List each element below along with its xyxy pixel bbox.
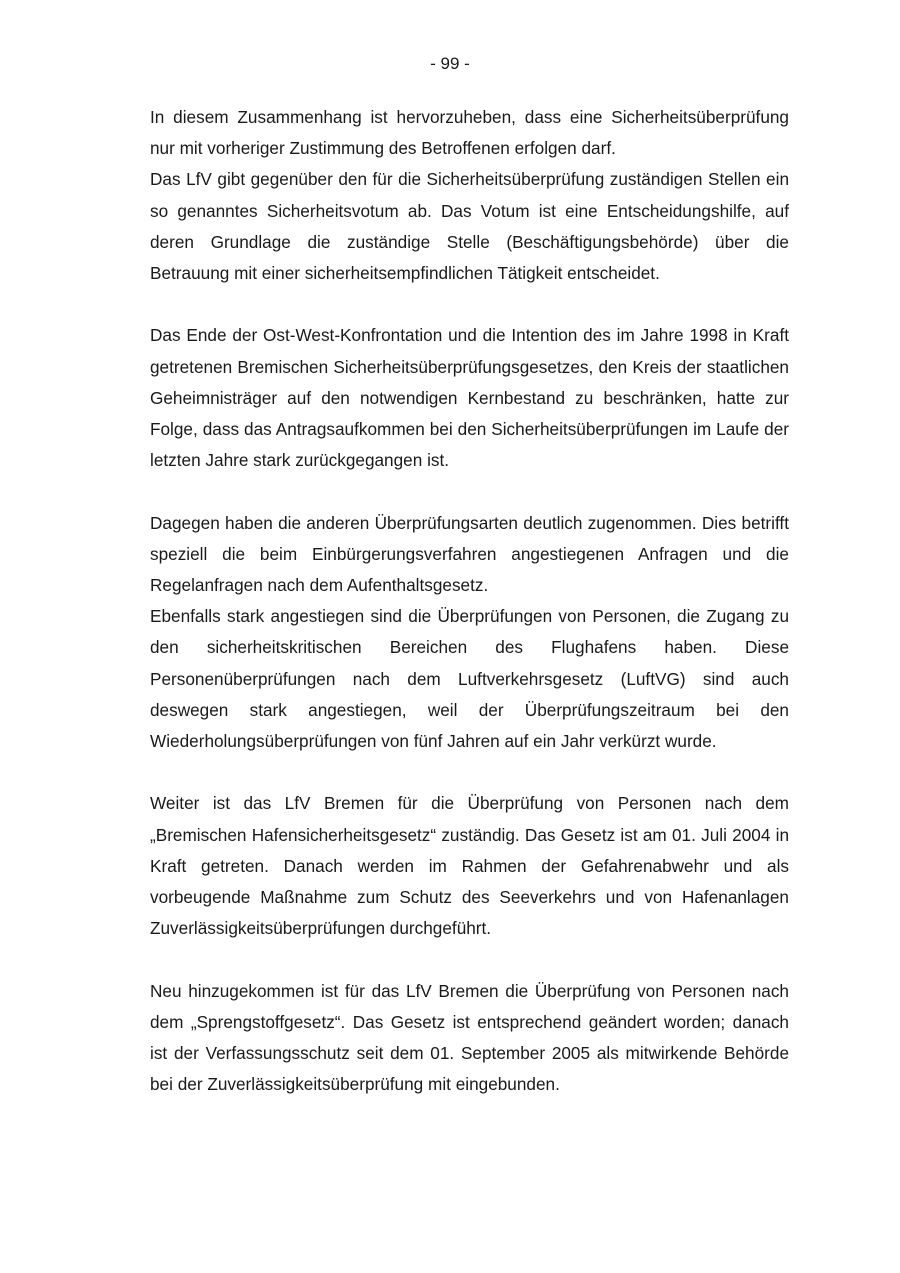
page-number: - 99 - (430, 54, 470, 73)
paragraph-decline-security-checks: Das Ende der Ost-West-Konfrontation und die Intention des im Jahre 1998 in Kraft getretenen Bremischen Sicherheitsüberprüfungsgesetzes, den Kreis der staatlichen Geheimnisträger auf den notwendigen Kernbestand zu beschränken, hatte zur Folge, dass das Antragsaufkommen bei den Sicherheitsüberprüfungen im Laufe der letzten Jahre stark zurückgegangen ist. (150, 325, 789, 471)
body-text (150, 102, 789, 1100)
paragraph-consent: In diesem Zusammenhang ist hervorzuheben, dass eine Sicherheitsüberprüfung nur mit vorheriger Zustimmung des Betroffenen erfolgen darf. (150, 107, 789, 159)
paragraph-port-security-law: Weiter ist das LfV Bremen für die Überprüfung von Personen nach dem „Bremischen Hafensicherheitsgesetz“ zuständig. Das Gesetz ist am 01. Juli 2004 in Kraft getreten. Danach werden im Rahmen der Gefahrenabwehr und als vorbeugende Maßnahme zum Schutz des Seeverkehrs und von Hafenanlagen Zuverlässigkeitsüberprüfungen durchgeführt. (150, 793, 789, 939)
paragraph-explosives-law: Neu hinzugekommen ist für das LfV Bremen die Überprüfung von Personen nach dem „Sprengstoffgesetz“. Das Gesetz ist entsprechend geändert worden; danach ist der Verfassungsschutz seit dem 01. September 2005 als mitwirkende Behörde bei der Zuverlässigkeitsüberprüfung mit eingebunden. (150, 980, 789, 1095)
paragraph-other-check-types: Dagegen haben die anderen Überprüfungsarten deutlich zugenommen. Dies betrifft speziell die beim Einbürgerungsverfahren angestiegenen Anfragen und die Regelanfragen nach dem Aufenthaltsgesetz. (150, 512, 789, 596)
paragraph-airport-checks: Ebenfalls stark angestiegen sind die Überprüfungen von Personen, die Zugang zu den sicherheitskritischen Bereichen des Flughafens haben. Diese Personenüberprüfungen nach dem Luftverkehrsgesetz (LuftVG) sind auch deswegen stark angestiegen, weil der Überprüfungszeitraum bei den Wiederholungsüberprüfungen von fünf Jahren auf ein Jahr verkürzt wurde. (150, 606, 789, 752)
paragraph-security-vote: Das LfV gibt gegenüber den für die Sicherheitsüberprüfung zuständigen Stellen ein so genanntes Sicherheitsvotum ab. Das Votum ist eine Entscheidungshilfe, auf deren Grundlage die zuständige Stelle (Beschäftigungsbehörde) über die Betrauung mit einer sicherheitsempfindlichen Tätigkeit entscheidet. (150, 169, 789, 284)
